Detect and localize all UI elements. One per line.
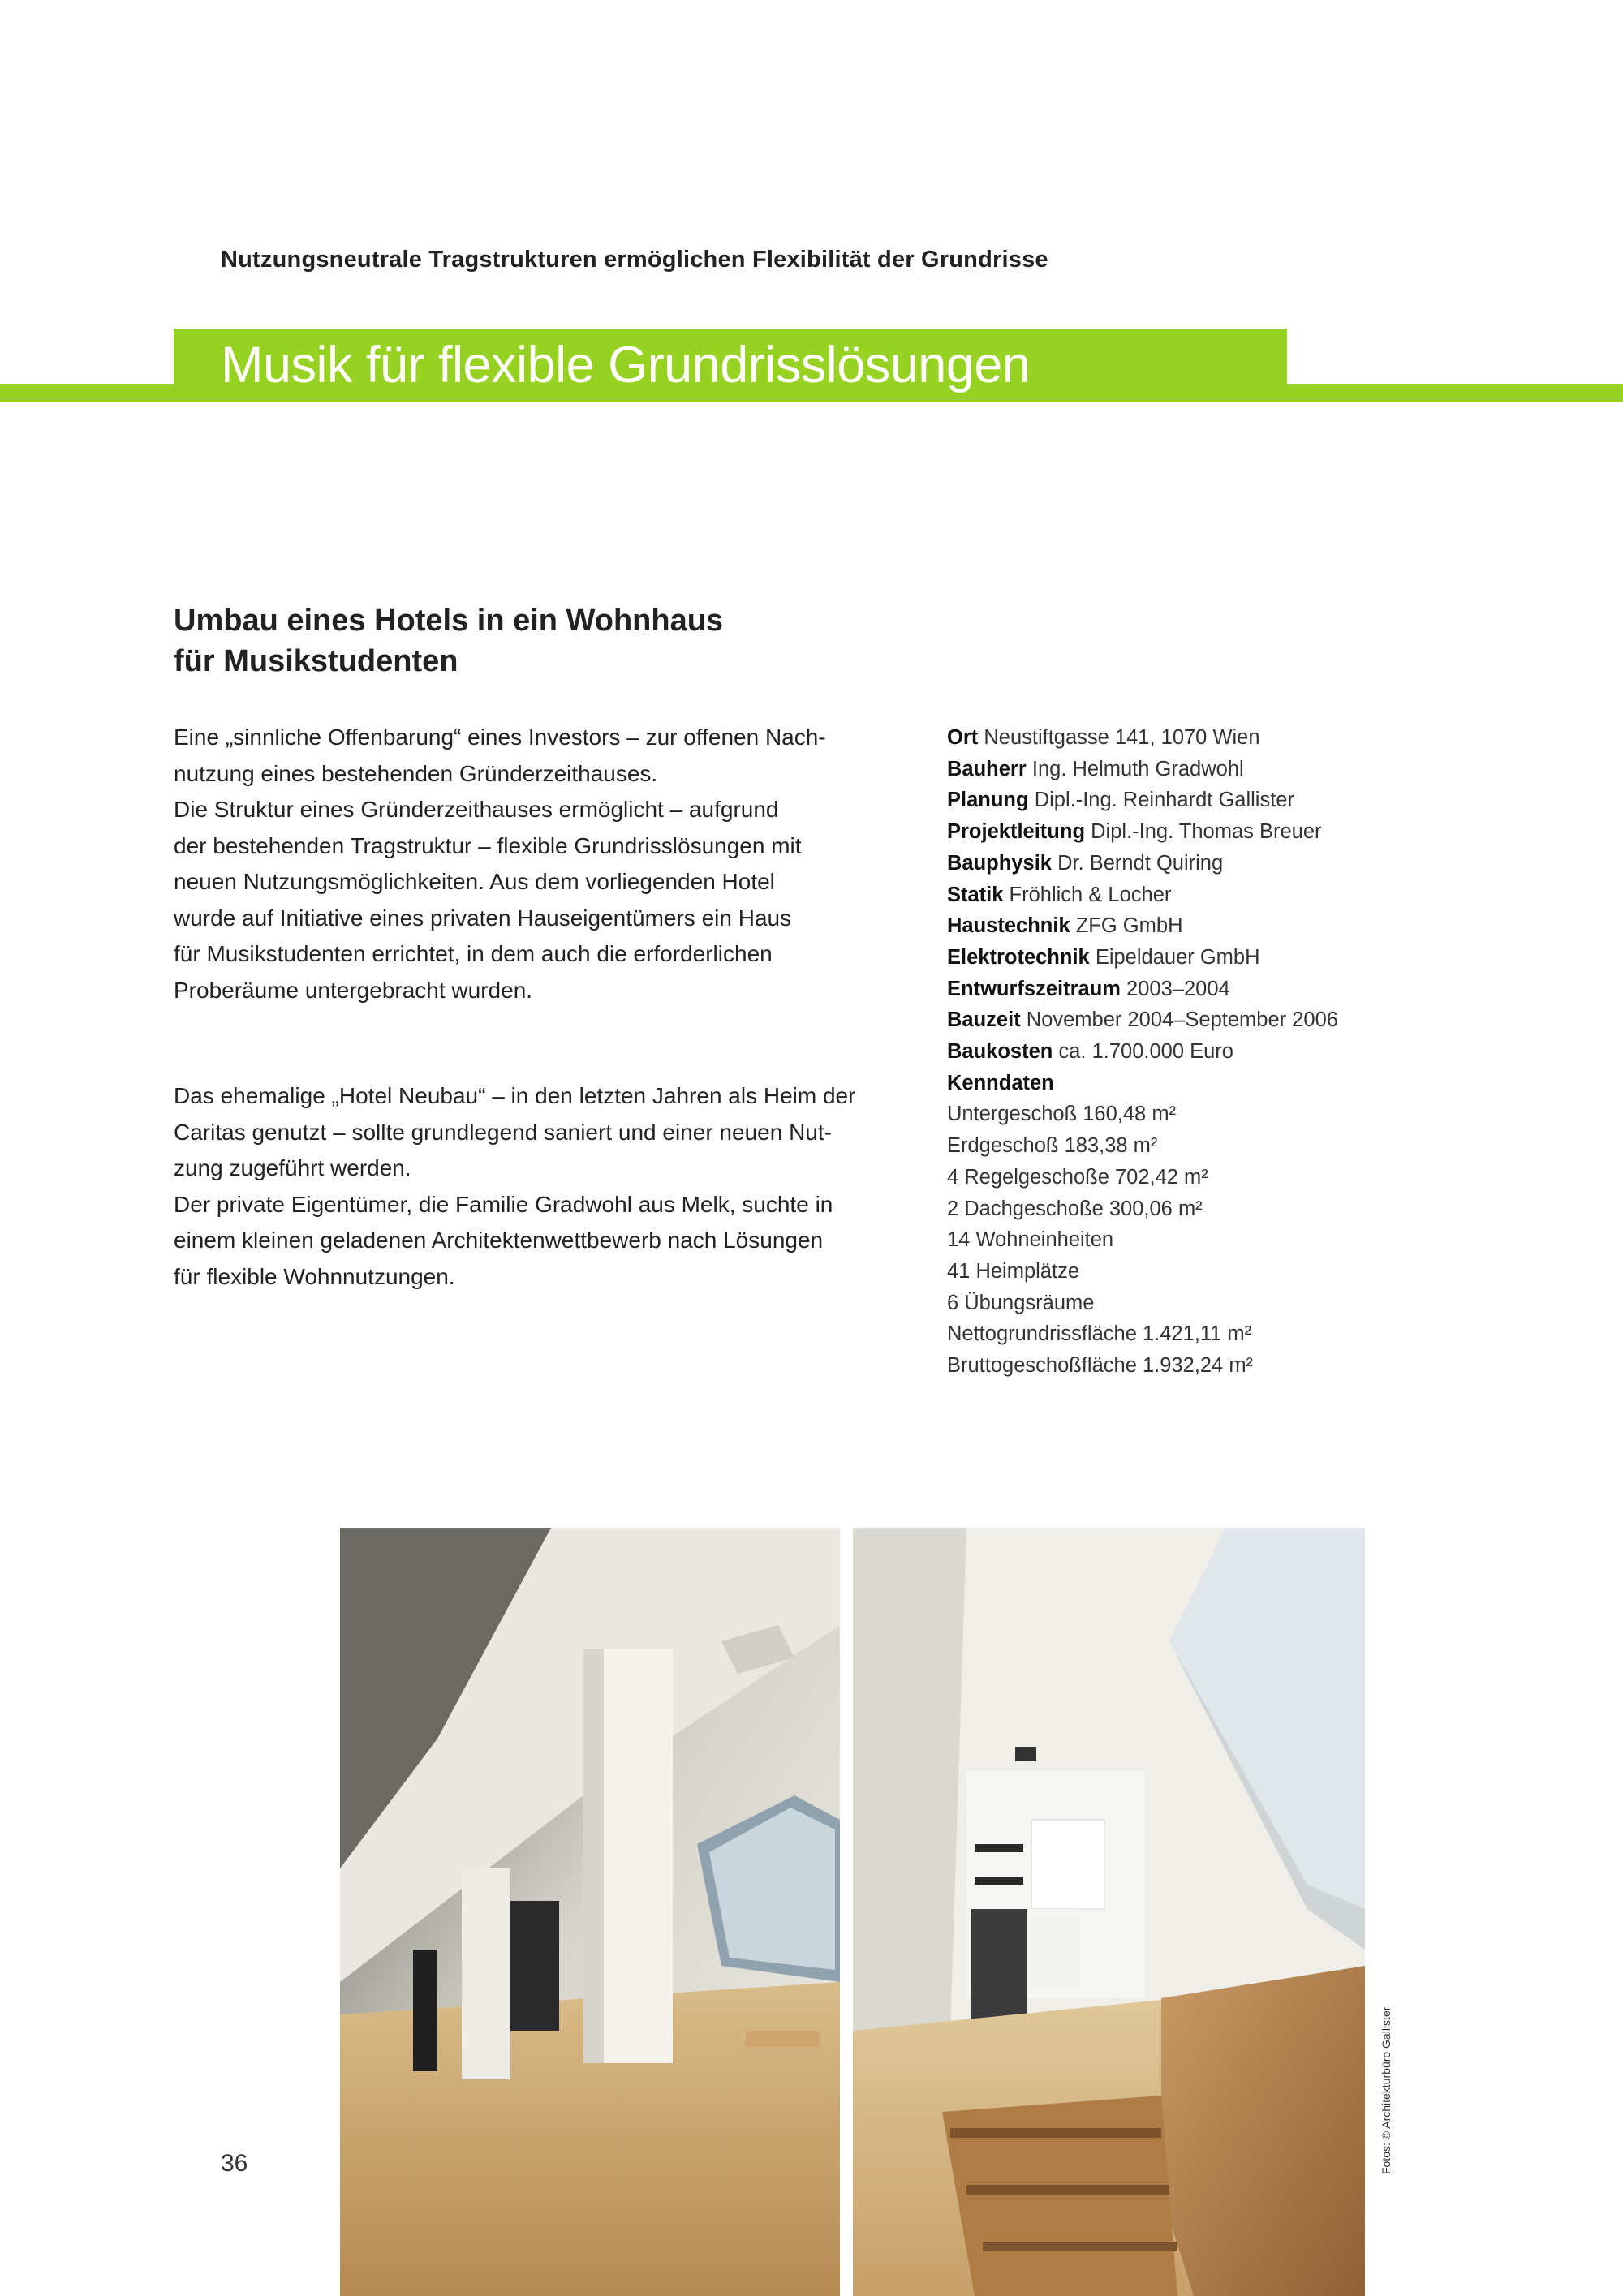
fact-value: 6 Übungsräume (947, 1291, 1095, 1314)
fact-value: Eipeldauer GmbH (1095, 945, 1260, 969)
fact-value: Erdgeschoß 183,38 m² (947, 1134, 1158, 1158)
fact-label: Kenndaten (947, 1071, 1054, 1094)
text-line: Caritas genutzt – sollte grundlegend saniert und einer neuen Nut- (174, 1119, 832, 1145)
fact-label: Haustechnik (947, 914, 1070, 938)
fact-row (947, 1256, 1466, 1288)
fact-value: November 2004–September 2006 (1026, 1008, 1338, 1032)
fact-label: Statik (947, 883, 1004, 906)
fact-value: Bruttogeschoßfläche 1.932,24 m² (947, 1354, 1254, 1378)
fact-value: Nettogrundrissfläche 1.421,11 m² (947, 1322, 1252, 1346)
text-line: Das ehemalige „Hotel Neubau“ – in den letzten Jahren als Heim der (174, 1083, 856, 1108)
fact-row (947, 848, 1466, 879)
fact-row (947, 816, 1466, 848)
fact-row (947, 1288, 1466, 1319)
fact-label: Ort (947, 726, 979, 749)
fact-row (947, 1224, 1466, 1256)
fact-row (947, 1068, 1466, 1099)
fact-value: Ing. Helmuth Gradwohl (1031, 757, 1244, 780)
fact-row (947, 1099, 1466, 1130)
fact-row (947, 1318, 1466, 1350)
fact-row (947, 942, 1466, 974)
fact-row (947, 722, 1466, 754)
fact-row (947, 1162, 1466, 1193)
fact-row (947, 1004, 1466, 1036)
photo-staircase-kitchen (853, 1528, 1365, 2296)
article-paragraph-1 (174, 720, 888, 1008)
fact-row (947, 754, 1466, 785)
fact-row (947, 785, 1466, 816)
text-line: Eine „sinnliche Offenbarung“ eines Investors – zur offenen Nach- (174, 724, 826, 750)
fact-label: Entwurfszeitraum (947, 977, 1121, 1000)
text-line: für Musikstudenten errichtet, in dem auch die erforderlichen (174, 941, 773, 966)
fact-value: ZFG GmbH (1075, 914, 1183, 938)
page-title: Musik für flexible Grundrisslösungen (221, 337, 1031, 393)
text-line: Der private Eigentümer, die Familie Gradwohl aus Melk, suchte in (174, 1191, 833, 1217)
fact-label: Planung (947, 789, 1029, 812)
text-line: für flexible Wohnnutzungen. (174, 1263, 455, 1289)
page-kicker: Nutzungsneutrale Tragstrukturen ermöglichen Flexibilität der Grundrisse (221, 247, 1048, 273)
fact-label: Bauzeit (947, 1008, 1021, 1032)
fact-row (947, 879, 1466, 911)
photo-interior-room (340, 1528, 840, 2296)
fact-value: Untergeschoß 160,48 m² (947, 1103, 1177, 1126)
photo-credit: Fotos: © Architekturbüro Gallister (1380, 2006, 1393, 2174)
article-subheading (174, 600, 723, 681)
fact-value: 2003–2004 (1126, 977, 1230, 1000)
fact-value: 41 Heimplätze (947, 1259, 1079, 1283)
fact-label: Baukosten (947, 1040, 1053, 1064)
subheading-line: Umbau eines Hotels in ein Wohnhaus (174, 604, 724, 638)
fact-value: ca. 1.700.000 Euro (1058, 1040, 1233, 1064)
fact-value: 2 Dachgeschoße 300,06 m² (947, 1197, 1203, 1220)
fact-row (947, 910, 1466, 942)
fact-label: Elektrotechnik (947, 945, 1090, 969)
text-line: zung zugeführt werden. (174, 1155, 411, 1180)
fact-row (947, 1193, 1466, 1225)
fact-label: Bauphysik (947, 851, 1052, 875)
text-line: einem kleinen geladenen Architektenwettbewerb nach Lösungen (174, 1228, 824, 1253)
text-line: nutzung eines bestehenden Gründerzeithauses. (174, 760, 658, 786)
fact-value: Fröhlich & Locher (1009, 883, 1172, 906)
fact-value: 14 Wohneinheiten (947, 1228, 1114, 1252)
text-line: neuen Nutzungsmöglichkeiten. Aus dem vorliegenden Hotel (174, 869, 775, 894)
fact-value: Dr. Berndt Quiring (1057, 851, 1224, 875)
fact-label: Projektleitung (947, 820, 1086, 844)
fact-value: Dipl.-Ing. Reinhardt Gallister (1034, 789, 1294, 812)
text-line: wurde auf Initiative eines privaten Hauseigentümers ein Haus (174, 905, 792, 931)
fact-row (947, 1350, 1466, 1382)
fact-label: Bauherr (947, 757, 1027, 780)
fact-value: 4 Regelgeschoße 702,42 m² (947, 1165, 1208, 1189)
text-line: Proberäume untergebracht wurden. (174, 977, 533, 1003)
fact-row (947, 1036, 1466, 1068)
fact-row (947, 974, 1466, 1005)
text-line: der bestehenden Tragstruktur – flexible Grundrisslösungen mit (174, 832, 802, 858)
article-paragraph-2 (174, 1078, 888, 1295)
text-line: Die Struktur eines Gründerzeithauses ermöglicht – aufgrund (174, 797, 779, 822)
fact-value: Neustiftgasse 141, 1070 Wien (984, 726, 1260, 749)
fact-row (947, 1130, 1466, 1162)
fact-value: Dipl.-Ing. Thomas Breuer (1091, 820, 1322, 844)
subheading-line: für Musikstudenten (174, 644, 458, 678)
page-number: 36 (221, 2150, 248, 2177)
project-facts (947, 722, 1466, 1382)
